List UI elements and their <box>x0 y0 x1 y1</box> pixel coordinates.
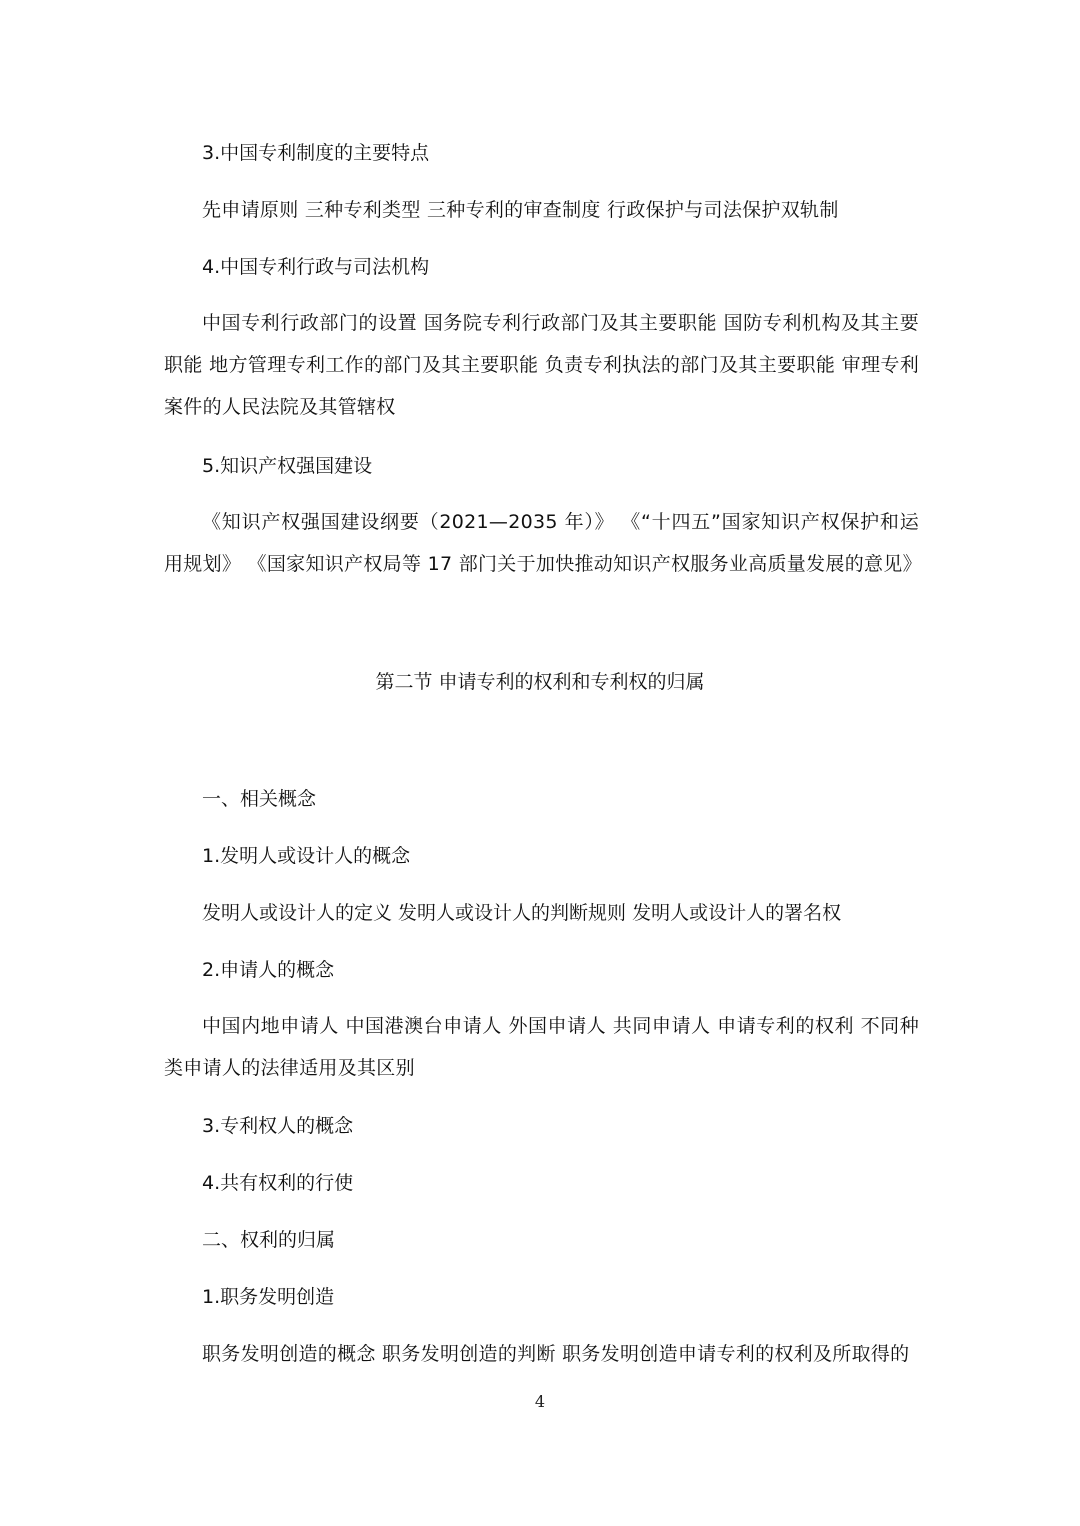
paragraph-applicant: 中国内地申请人 中国港澳台申请人 外国申请人 共同申请人 申请专利的权利 不同种类申请人的法律适用及其区别 <box>164 1015 919 1079</box>
heading-5-ip-power: 5.知识产权强国建设 <box>202 455 373 477</box>
paragraph-inventor: 发明人或设计人的定义 发明人或设计人的判断规则 发明人或设计人的署名权 <box>202 902 842 924</box>
heading-2-applicant: 2.申请人的概念 <box>202 959 335 981</box>
section-title: 第二节 申请专利的权利和专利权的归属 <box>375 671 705 693</box>
paragraph-features: 先申请原则 三种专利类型 三种专利的审查制度 行政保护与司法保护双轨制 <box>202 199 839 221</box>
heading-3-patentee: 3.专利权人的概念 <box>202 1115 354 1137</box>
page-number: 4 <box>534 1392 546 1411</box>
heading-4-joint-rights: 4.共有权利的行使 <box>202 1172 354 1194</box>
paragraph-ip-power: 《知识产权强国建设纲要（2021—2035 年）》 《“十四五”国家知识产权保护和运用规划》 《国家知识产权局等 17 部门关于加快推动知识产权服务业高质量发展的意见》 <box>164 511 922 575</box>
heading-4-institutions: 4.中国专利行政与司法机构 <box>202 256 430 278</box>
part-heading-concepts: 一、相关概念 <box>202 788 317 810</box>
paragraph-institutions: 中国专利行政部门的设置 国务院专利行政部门及其主要职能 国防专利机构及其主要职能 地方管理专利工作的部门及其主要职能 负责专利执法的部门及其主要职能 审理专利案件的人民法院及其管辖权 <box>164 312 919 418</box>
heading-1-service-invention: 1.职务发明创造 <box>202 1286 335 1308</box>
heading-1-inventor: 1.发明人或设计人的概念 <box>202 845 411 867</box>
heading-3-features: 3.中国专利制度的主要特点 <box>202 142 430 164</box>
part-heading-ownership: 二、权利的归属 <box>202 1229 336 1251</box>
paragraph-service-invention: 职务发明创造的概念 职务发明创造的判断 职务发明创造申请专利的权利及所取得的 <box>202 1343 910 1365</box>
